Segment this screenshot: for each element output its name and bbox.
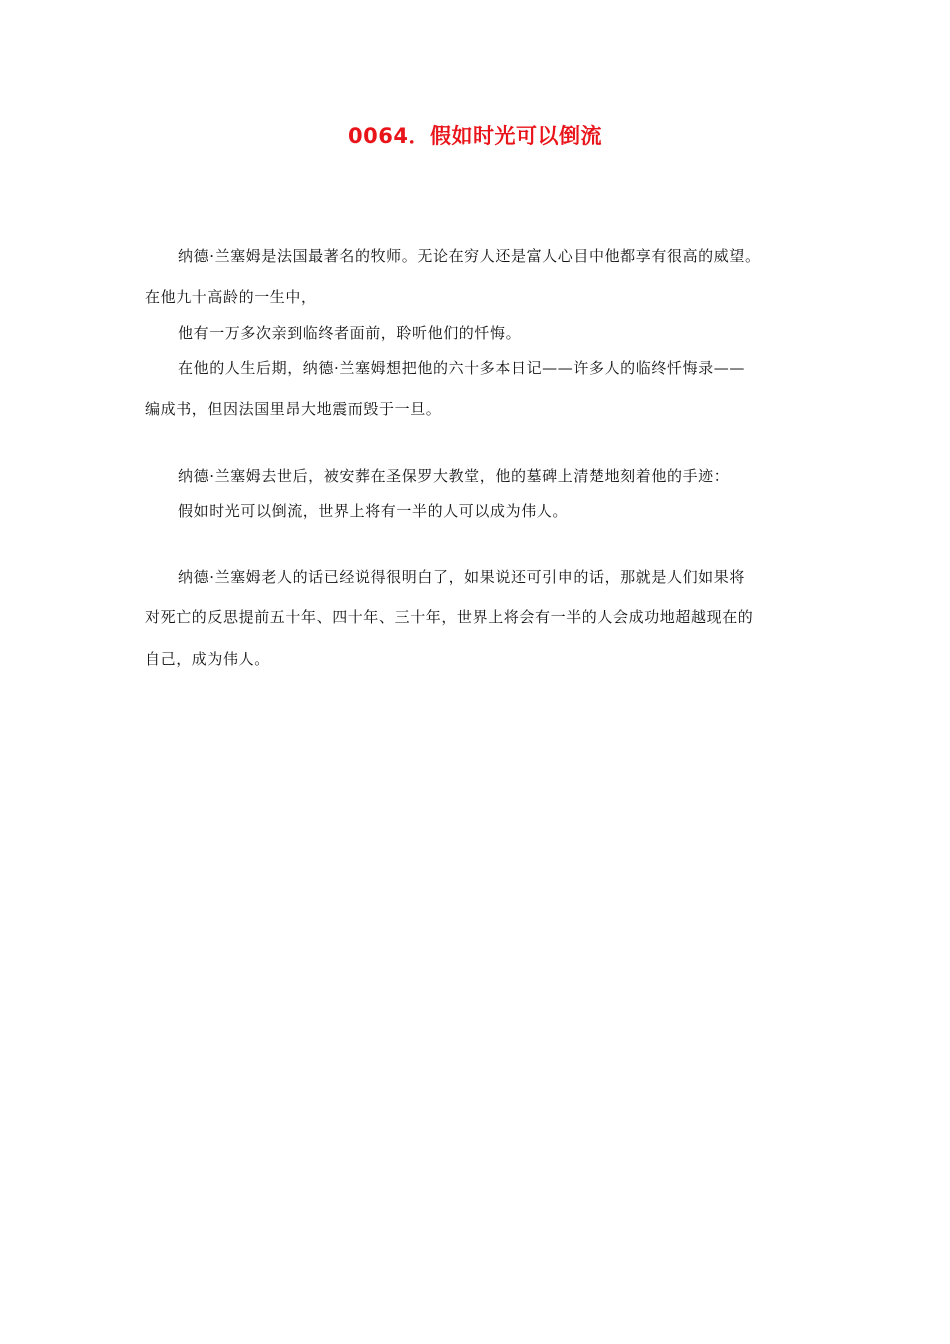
paragraph-line: 在他的人生后期，纳德·兰塞姆想把他的六十多本日记——许多人的临终忏悔录—— bbox=[178, 359, 745, 377]
paragraph-line: 编成书，但因法国里昂大地震而毁于一旦。 bbox=[145, 400, 442, 418]
paragraph-line: 对死亡的反思提前五十年、四十年、三十年，世界上将会有一半的人会成功地超越现在的 bbox=[145, 608, 754, 626]
paragraph-line: 纳德·兰塞姆是法国最著名的牧师。无论在穷人还是富人心目中他都享有很高的威望。 bbox=[178, 247, 761, 265]
paragraph-line: 在他九十高龄的一生中， bbox=[145, 288, 317, 306]
document-title: 0064．假如时光可以倒流 bbox=[348, 124, 602, 148]
paragraph-line: 假如时光可以倒流，世界上将有一半的人可以成为伟人。 bbox=[178, 502, 569, 520]
paragraph-line: 自己，成为伟人。 bbox=[145, 650, 270, 668]
paragraph-line: 他有一万多次亲到临终者面前，聆听他们的忏悔。 bbox=[178, 324, 522, 342]
paragraph-line: 纳德·兰塞姆老人的话已经说得很明白了，如果说还可引申的话，那就是人们如果将 bbox=[178, 568, 745, 586]
paragraph-line: 纳德·兰塞姆去世后，被安葬在圣保罗大教堂，他的墓碑上清楚地刻着他的手迹： bbox=[178, 467, 730, 485]
